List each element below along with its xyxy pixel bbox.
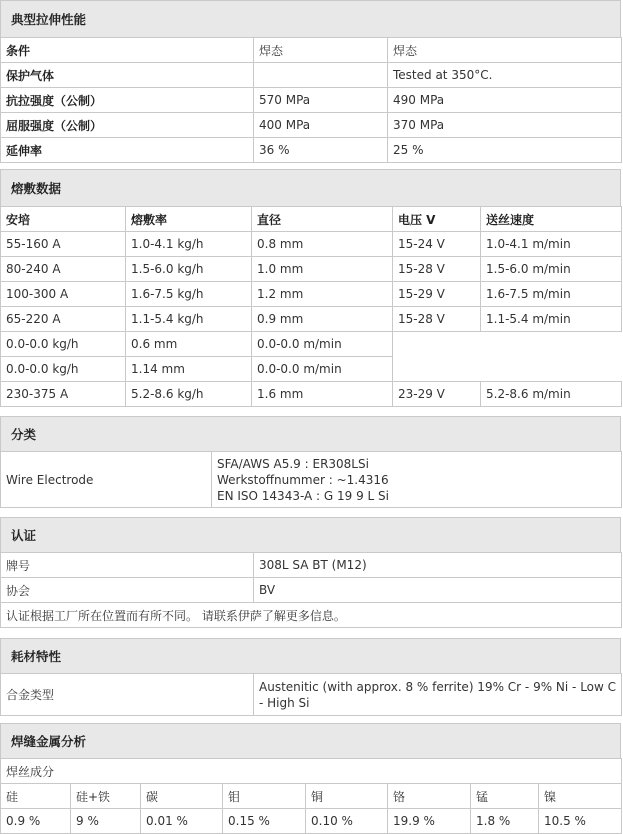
certification-header [0,517,621,553]
table-row [1,307,622,332]
classification-values [212,452,622,508]
cell-diameter: 1.6 mm [252,382,393,407]
tensile-value-1: 36 % [254,138,388,163]
col-header-wire-feed: 送丝速度 [481,207,622,232]
cert-value: 308L SA BT (M12) [254,553,622,578]
cell-mn: 1.8 % [471,809,539,834]
cell-mo: 0.15 % [223,809,306,834]
cell-voltage: 15-28 V [393,307,481,332]
cell-voltage: 15-28 V [393,257,481,282]
cell-wire-feed: 5.2-8.6 m/min [481,382,622,407]
cell-deposition-rate: 5.2-8.6 kg/h [126,382,252,407]
table-row [1,232,622,257]
cell-voltage: 15-29 V [393,282,481,307]
cell-c: 0.01 % [141,809,223,834]
col-header-cr: 铬 [388,784,471,809]
table-row [1,452,622,508]
col-header-diameter: 直径 [252,207,393,232]
classification-title: 分类 [11,427,37,442]
cell-wire-feed: 0.0-0.0 m/min [252,332,393,357]
table-header-row [1,207,622,232]
table-header-row [1,784,622,809]
cell-cr: 19.9 % [388,809,471,834]
cell-deposition-rate: 1.5-6.0 kg/h [126,257,252,282]
tensile-header [0,0,621,38]
tensile-label: 延伸率 [1,138,254,163]
tensile-value-2: 490 MPa [388,88,622,113]
table-row [1,382,622,407]
consumable-table [0,673,622,716]
table-row [1,809,622,834]
cell-deposition-rate: 1.6-7.5 kg/h [126,282,252,307]
cell-diameter: 1.2 mm [252,282,393,307]
tensile-value-2: 焊态 [388,38,622,63]
tensile-value-2: 25 % [388,138,622,163]
cert-value: BV [254,578,622,603]
col-header-amps: 安培 [1,207,126,232]
tensile-table [0,37,622,163]
cell-voltage: 15-24 V [393,232,481,257]
col-header-deposition-rate: 熔敷率 [126,207,252,232]
table-row [1,138,622,163]
cell-ni: 10.5 % [539,809,622,834]
cell-wire-feed: 0.0-0.0 m/min [252,357,393,382]
consumable-header [0,638,621,674]
tensile-label: 抗拉强度（公制） [1,88,254,113]
table-row [1,578,622,603]
cell-deposition-rate: 1.1-5.4 kg/h [126,307,252,332]
table-row [1,603,622,628]
table-row [1,674,622,716]
weld-metal-title: 焊缝金属分析 [11,734,87,749]
cell-amps: 80-240 A [1,257,126,282]
tensile-label: 屈服强度（公制） [1,113,254,138]
tensile-value-1: 400 MPa [254,113,388,138]
col-header-cu: 铜 [306,784,388,809]
cell-wire-feed: 1.1-5.4 m/min [481,307,622,332]
cell-deposition-rate: 1.0-4.1 kg/h [126,232,252,257]
col-header-c: 碳 [141,784,223,809]
weld-metal-subtitle: 焊丝成分 [1,759,622,784]
cell-diameter: 1.14 mm [126,357,252,382]
table-row [1,332,622,357]
col-header-mn: 锰 [471,784,539,809]
cell-amps: 65-220 A [1,307,126,332]
cell-wire-feed: 1.5-6.0 m/min [481,257,622,282]
col-header-si: 硅 [1,784,71,809]
table-row [1,759,622,784]
tensile-title: 典型拉伸性能 [11,12,87,27]
certification-title: 认证 [11,528,37,543]
consumable-title: 耗材特性 [11,649,62,664]
weld-metal-header [0,723,621,759]
empty-cell [393,332,622,382]
cell-wire-feed: 1.0-4.1 m/min [481,232,622,257]
classification-header [0,416,621,452]
cell-cu: 0.10 % [306,809,388,834]
col-header-si-fe: 硅+铁 [71,784,141,809]
table-row [1,63,622,88]
classification-table [0,451,622,508]
classification-line: EN ISO 14343-A : G 19 9 L Si [217,488,390,503]
deposition-header [0,169,621,207]
tensile-value-2: Tested at 350°C. [388,63,622,88]
alloy-type-value: Austenitic (with approx. 8 % ferrite) 19% Cr - 9% Ni - Low C - High Si [254,674,622,716]
cell-si-fe: 9 % [71,809,141,834]
cell-amps: 55-160 A [1,232,126,257]
cell-diameter: 0.6 mm [126,332,252,357]
tensile-value-1 [254,63,388,88]
deposition-table [0,206,622,407]
tensile-value-1: 焊态 [254,38,388,63]
tensile-label: 保护气体 [1,63,254,88]
col-header-voltage: 电压 V [393,207,481,232]
cell-diameter: 0.9 mm [252,307,393,332]
cell-amps: 230-375 A [1,382,126,407]
cell-si: 0.9 % [1,809,71,834]
tensile-label: 条件 [1,38,254,63]
col-header-ni: 镍 [539,784,622,809]
weld-metal-table [0,758,622,834]
cell-amps: 100-300 A [1,282,126,307]
cert-label: 协会 [1,578,254,603]
certification-table [0,552,622,628]
cert-note: 认证根据工厂所在位置而有所不同。 请联系伊萨了解更多信息。 [1,603,622,628]
table-row [1,113,622,138]
classification-line: SFA/AWS A5.9 : ER308LSi [217,456,369,471]
deposition-title: 熔敷数据 [11,181,62,196]
table-row [1,38,622,63]
cell-deposition-rate: 0.0-0.0 kg/h [1,332,126,357]
table-row [1,282,622,307]
cell-wire-feed: 1.6-7.5 m/min [481,282,622,307]
tensile-value-2: 370 MPa [388,113,622,138]
table-row [1,257,622,282]
cell-diameter: 0.8 mm [252,232,393,257]
tensile-value-1: 570 MPa [254,88,388,113]
table-row [1,553,622,578]
cell-diameter: 1.0 mm [252,257,393,282]
cell-deposition-rate: 0.0-0.0 kg/h [1,357,126,382]
cell-voltage: 23-29 V [393,382,481,407]
classification-line: Werkstoffnummer : ~1.4316 [217,472,389,487]
alloy-type-label: 合金类型 [1,674,254,716]
classification-label: Wire Electrode [1,452,212,508]
table-row [1,88,622,113]
col-header-mo: 钼 [223,784,306,809]
cert-label: 牌号 [1,553,254,578]
